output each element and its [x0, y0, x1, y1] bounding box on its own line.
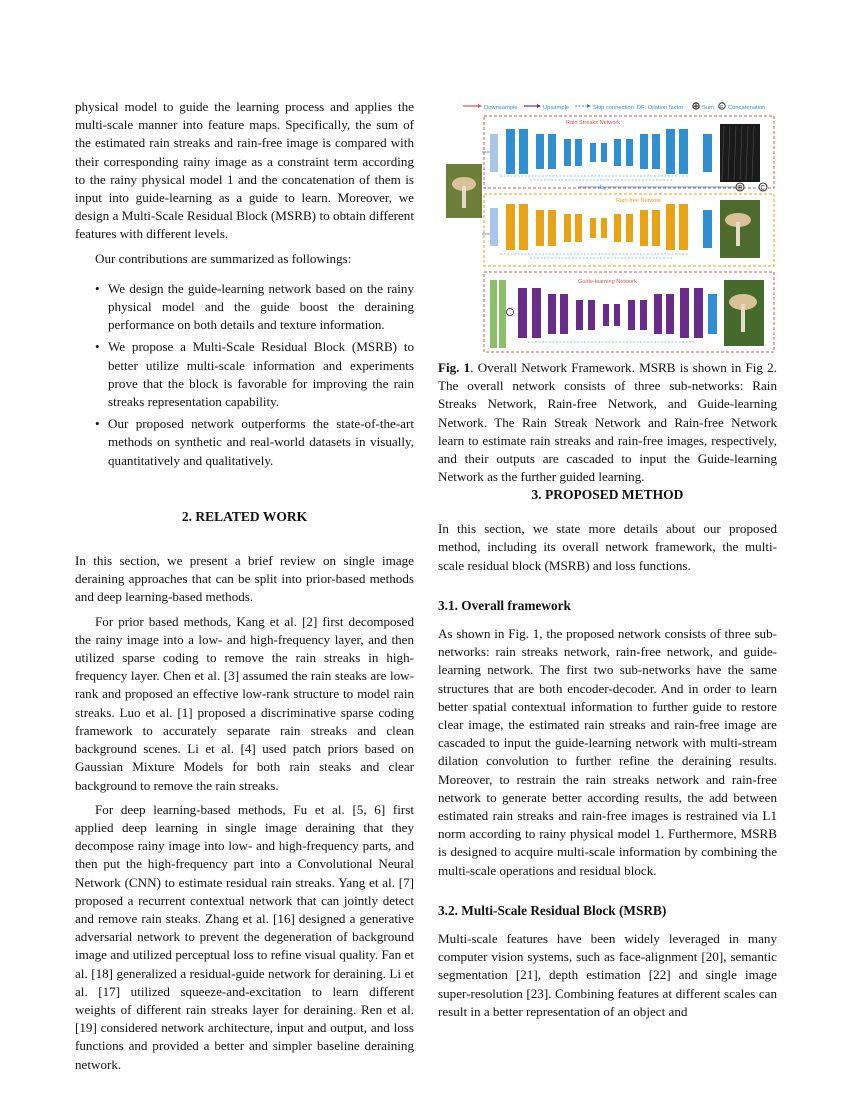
proposed-method-paragraph: In this section, we state more details about our proposed method, including its overall network framework, the multi-scale residual block (MSRB) and loss functions.: [438, 521, 777, 573]
rain-streaks-layers: [490, 129, 712, 180]
figure-legend: [463, 103, 765, 111]
legend-upsample: Upsample: [543, 105, 570, 111]
figure-caption-label: Fig. 1: [438, 360, 471, 375]
legend-concat: Concatenation: [728, 105, 766, 111]
msrb-paragraph: Multi-scale features have been widely leveraged in many computer vision systems, such as face-alignment [20], semantic segmentation [21], depth estimation [22] and single image super-resolution [23]. Combining features at different scales can result in a better representation of an object and: [438, 931, 777, 1019]
l1-loss-label: L₁: [600, 185, 606, 191]
network-framework-figure: [438, 96, 777, 358]
guide-learning-layers: [490, 280, 717, 348]
concat-node-symbol: C: [760, 185, 765, 192]
guide-learning-network-label: Guide-learning Network: [578, 279, 637, 285]
contribution-item: • We design the guide-learning network based on the rainy physical model and the guide boost the deraining performance on both details and texture information.: [75, 280, 414, 335]
legend-sum: Sum: [702, 105, 714, 111]
legend-skip: Skip connection: [593, 105, 634, 111]
contribution-item: • We propose a Multi-Scale Residual Block (MSRB) to better utilize multi-scale information and experiments prove that the block is favorable for improving the rain streaks representation capability.: [75, 338, 414, 411]
contribution-list: [75, 280, 414, 470]
legend-downsample: Downsample: [484, 105, 518, 111]
related-work-paragraph-3: For deep learning-based methods, Fu et al. [5, 6] first applied deep learning in single image deraining that they decompose rainy image into low- and high-frequency parts, and then put the high-frequency part into a Convolutional Neural Network (CNN) to estimate residual rain streaks. Yang et al. [7] proposed a recurrent contextual network that can jointly detect and remove rain steaks. Zhang et al. [16] designed a generative adversarial network to prevent the degeneration of background image and utilized perceptual loss to refine visual quality. Fan et al. [18] generalized a residual-guide network for deraining. Li et al. [17] utilized squeeze-and-excitation to learn different weights of different rain streaks layer for deraining. Ren et al. [19] considered network architecture, input and output, and loss functions and provided a better and simpler baseline deraining network.: [75, 801, 414, 1072]
intro-paragraph-2: Our contributions are summarized as followings:: [95, 250, 352, 266]
figure-caption-text: . Overall Network Framework. MSRB is shown in Fig 2. The overall network consists of three sub-networks: Rain Streaks Network, Rain-free Network, and Guide-learning Network. The Rain Streak Network and Rain-free Network learn to estimate rain streaks and rain-free images, respectively, and their outputs are cascaded to input the Guide-learning Network as the further guided learning.: [438, 360, 777, 485]
related-work-paragraph-2: For prior based methods, Kang et al. [2] first decomposed the rainy image into a low- and high-frequency layer, and then utilized sparse coding to remove the rain streaks in high-frequency layer. Chen et al. [3] assumed the rain steaks are low-rank and proposed an effective low-rank structure to model rain streaks. Luo et al. [1] proposed a discriminative sparse coding framework to accurately separate rain streaks and clean background scenes. Li et al. [4] used patch priors based on Gaussian Mixture Models for both rain steaks and clear background to remove the rain streaks.: [75, 613, 414, 793]
left-column: [75, 98, 414, 1074]
rain-free-network-label: Rain-free Network: [616, 198, 662, 204]
legend-dilation: DF: Dilation factor: [637, 105, 684, 111]
section-title-proposed-method: 3. PROPOSED METHOD: [531, 487, 684, 502]
related-work-paragraph-1: In this section, we present a brief review on single image deraining approaches that can be split into prior-based methods and deep learning-based methods.: [75, 553, 414, 605]
rain-streaks-network-label: Rain Streaks Network: [566, 120, 621, 126]
figure-caption: [438, 359, 777, 486]
subsection-title-msrb: 3.2. Multi-Scale Residual Block (MSRB): [438, 902, 667, 918]
contribution-item: • Our proposed network outperforms the state-of-the-art methods on synthetic and real-world datasets in visually, quantitatively and qualitatively.: [75, 415, 414, 470]
svg-text:C: C: [720, 105, 724, 110]
right-column: [438, 486, 777, 1021]
section-title-related-work: 2. RELATED WORK: [181, 508, 308, 524]
sum-node-symbol: ⊕: [737, 184, 743, 192]
rain-free-layers: [490, 204, 712, 258]
overall-framework-paragraph: As shown in Fig. 1, the proposed network consists of three sub-networks: rain streaks network, rain-free network, and guide-learning network. The first two sub-networks have the same structures that are both encoder-decoder. And in order to learn better spatial contextual information to further guide to restore clear image, the estimated rain streaks and rain-free image are cascaded to input the guide-learning network with multi-stream dilation convolution to further refine the deraining results. Moreover, to restrain the rain streaks network and rain-free network to generate better according results, the add between estimated rain streaks and rain-free images is restrained via L1 norm according to rainy physical model 1. Furthermore, MSRB is designed to acquire multi-scale information by combining the multi-scale operations and residual block.: [438, 626, 777, 878]
intro-paragraph-1: physical model to guide the learning process and applies the multi-scale manner into feature maps. Specifically, the sum of the estimated rain streaks and rain-free image is compared with their corresponding rainy image as a constraint term according to the rainy physical model 1 and the concatenation of them is input into guide-learning as a guide to learn. Moreover, we design a Multi-Scale Residual Block (MSRB) to obtain different features with different levels.: [75, 99, 414, 242]
subsection-title-overall-framework: 3.1. Overall framework: [438, 597, 571, 613]
